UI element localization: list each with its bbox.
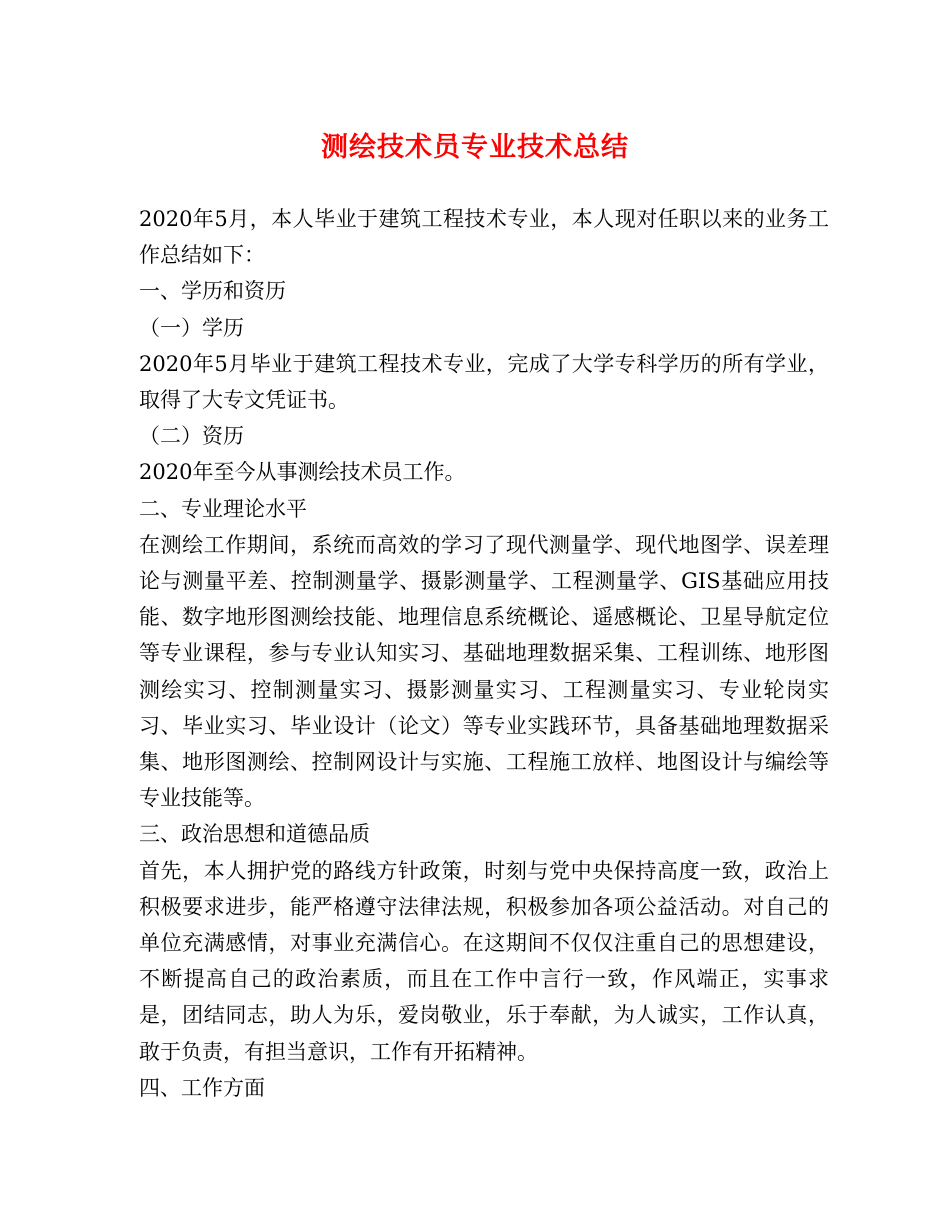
section-heading-theory-level: 二、专业理论水平 bbox=[139, 496, 307, 521]
political-moral-paragraph: 首先，本人拥护党的路线方针政策，时刻与党中央保持高度一致，政治上积极要求进步，能严格遵守法律法规，积极参加各项公益活动。对自己的单位充满感情，对事业充满信心。在这期间不仅仅注重自己的思想建设，不断提高自己的政治素质，而且在工作中言行一致，作风端正，实事求是，团结同志，助人为乐，爱岗敬业，乐于奉献，为人诚实，工作认真，敢于负责，有担当意识，工作有开拓精神。 bbox=[139, 858, 829, 1064]
subsection-heading-education: （一）学历 bbox=[139, 315, 244, 340]
theory-level-paragraph: 在测绘工作期间，系统而高效的学习了现代测量学、现代地图学、误差理论与测量平差、控制测量学、摄影测量学、工程测量学、GIS基础应用技能、数字地形图测绘技能、地理信息系统概论、遥感概论、卫星导航定位等专业课程，参与专业认知实习、基础地理数据采集、工程训练、地形图测绘实习、控制测量实习、摄影测量实习、工程测量实习、专业轮岗实习、毕业实习、毕业设计（论文）等专业实践环节，具备基础地理数据采集、地形图测绘、控制网设计与实施、工程施工放样、地图设计与编绘等专业技能等。 bbox=[139, 532, 829, 811]
qualification-paragraph: 2020年至今从事测绘技术员工作。 bbox=[139, 460, 466, 485]
document-body bbox=[139, 201, 829, 1106]
document-title: 测绘技术员专业技术总结 bbox=[321, 132, 629, 163]
intro-paragraph: 2020年5月，本人毕业于建筑工程技术专业，本人现对任职以来的业务工作总结如下： bbox=[139, 207, 829, 268]
subsection-heading-qualification: （二）资历 bbox=[139, 424, 244, 449]
education-paragraph: 2020年5月毕业于建筑工程技术专业，完成了大学专科学历的所有学业，取得了大专文凭证书。 bbox=[139, 351, 829, 413]
section-heading-education-qualification: 一、学历和资历 bbox=[139, 279, 286, 304]
section-heading-political-moral: 三、政治思想和道德品质 bbox=[139, 822, 370, 847]
section-heading-work: 四、工作方面 bbox=[139, 1075, 265, 1100]
